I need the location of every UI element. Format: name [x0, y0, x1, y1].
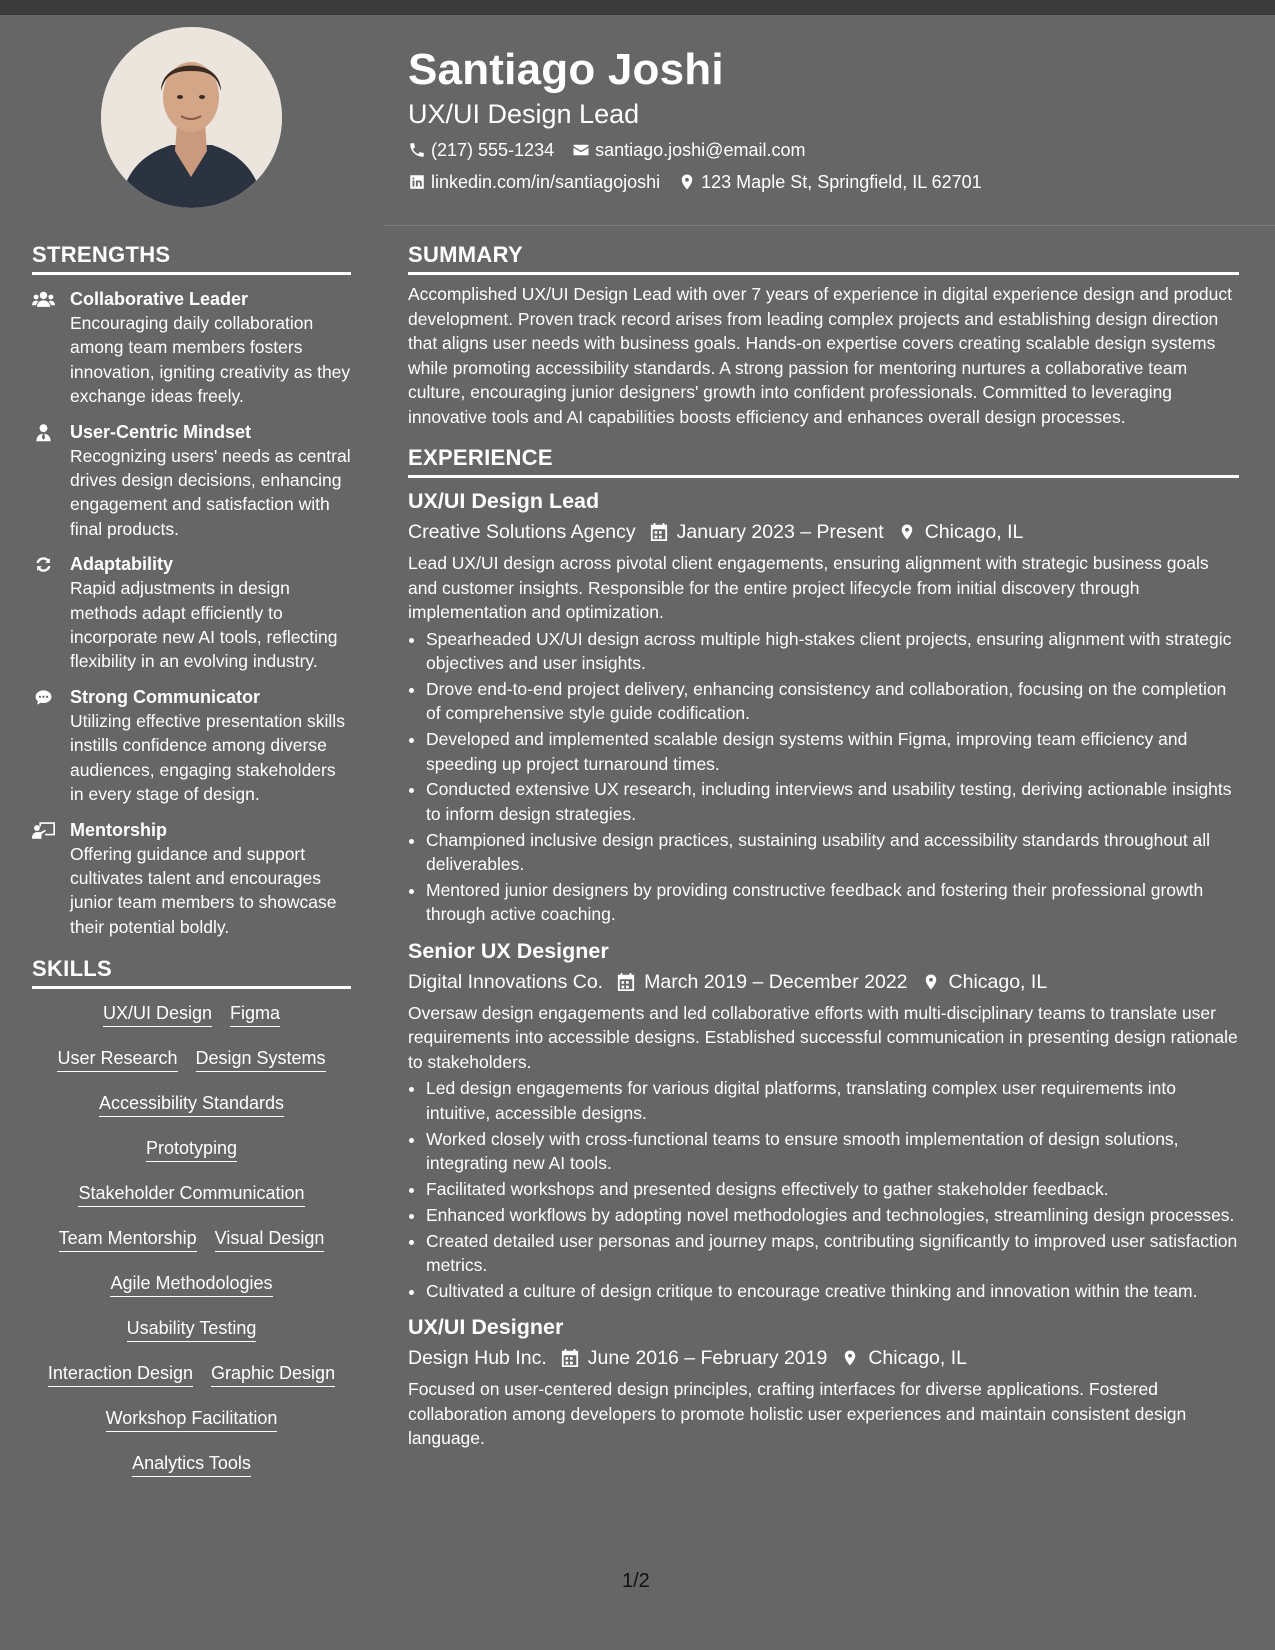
skill-tag: Analytics Tools: [132, 1452, 251, 1477]
job-dates: January 2023 – Present: [676, 521, 884, 543]
skill-row: [32, 1317, 351, 1362]
skill-tag: Figma: [230, 1002, 280, 1027]
strength-item: [32, 287, 351, 409]
phone-number: (217) 555-1234: [431, 140, 555, 160]
job-bullet: • Led design engagements for various digital platforms, translating complex user requirements into intuitive, accessible designs.: [426, 1076, 1239, 1125]
map-marker-icon: [678, 173, 696, 191]
job-bullet: • Enhanced workflows by adopting novel methodologies and technologies, streamlining design processes.: [426, 1203, 1239, 1228]
strength-title: Adaptability: [70, 554, 174, 575]
street-address: 123 Maple St, Springfield, IL 62701: [701, 172, 982, 192]
main-column: [408, 240, 1239, 1451]
skill-tag: Team Mentorship: [59, 1227, 197, 1252]
candidate-title: UX/UI Design Lead: [408, 99, 640, 129]
strength-text: [70, 685, 351, 807]
skill-row: [32, 1182, 351, 1227]
envelope-icon: [572, 141, 590, 159]
job-location: Chicago, IL: [948, 970, 1048, 993]
skill-row: [32, 1452, 351, 1497]
strengths-list: [32, 287, 351, 939]
calendar-icon: [561, 1348, 579, 1368]
job-entry: [408, 487, 1239, 927]
job-meta: [408, 967, 1239, 997]
job-location: Chicago, IL: [924, 521, 1024, 543]
strength-desc: Utilizing effective presentation skills instills confidence among diverse audiences, engaging stakeholders in every stage of design.: [70, 710, 345, 805]
skill-row: [32, 1362, 351, 1407]
strength-item: [32, 420, 351, 542]
strength-desc: Rapid adjustments in design methods adapt efficiently to incorporate new AI tools, reflecting flexibility in an evolving industry.: [70, 578, 338, 672]
job-meta: [408, 1343, 1239, 1373]
strength-text: [70, 818, 351, 940]
job-bullets: [408, 1076, 1239, 1303]
skill-tag: User Research: [57, 1047, 177, 1072]
strength-desc: Recognizing users' needs as central drives design decisions, enhancing engagement and satisfaction with final products.: [70, 445, 351, 539]
job-title: Senior UX Designer: [408, 938, 609, 963]
experience-heading: EXPERIENCE: [408, 443, 1239, 478]
skill-tag: Visual Design: [215, 1227, 325, 1252]
job-meta: [408, 517, 1239, 547]
job-title: UX/UI Design Lead: [408, 489, 600, 513]
map-marker-icon: [898, 522, 916, 542]
job-entry: [408, 1313, 1239, 1451]
job-description: Lead UX/UI design across pivotal client engagements, ensuring alignment with strategic business goals and customer insights. Responsible for the entire project lifecycle from initial discovery through implementation and optimization.: [408, 553, 1209, 622]
job-dates: June 2016 – February 2019: [587, 1347, 828, 1370]
chalkboard-teacher-icon: [32, 818, 70, 940]
skill-row: [32, 1002, 351, 1047]
skill-row: [32, 1047, 351, 1092]
skill-tag: UX/UI Design: [103, 1002, 212, 1027]
linkedin-url[interactable]: linkedin.com/in/santiagojoshi: [431, 172, 661, 192]
skill-row: [32, 1407, 351, 1452]
skill-tag: Graphic Design: [211, 1362, 335, 1387]
linkedin[interactable]: [408, 166, 660, 198]
skill-tag: Accessibility Standards: [99, 1092, 284, 1117]
skill-tag: Usability Testing: [127, 1317, 257, 1342]
job-location: Chicago, IL: [868, 1347, 967, 1370]
job-entry: [408, 937, 1239, 1303]
job-bullet: • Mentored junior designers by providing constructive feedback and fostering their professional growth through active coaching.: [426, 878, 1239, 927]
job-bullet: • Developed and implemented scalable design systems within Figma, improving team efficiency and speeding up project turnaround times.: [426, 727, 1239, 776]
job-bullet: • Cultivated a culture of design critique to encourage creative thinking and innovation within the team.: [426, 1279, 1239, 1304]
strength-text: [70, 552, 351, 674]
strength-title: Mentorship: [70, 819, 167, 840]
phone-icon: [408, 141, 426, 159]
skill-tag: Workshop Facilitation: [106, 1407, 278, 1432]
top-bar: [0, 0, 1275, 15]
summary-text: Accomplished UX/UI Design Lead with over 7 years of experience in digital experience design and product development. Proven track record arises from leading complex projects and establishing design direction that aligns user needs with business goals. Hands-on expertise covers creating scalable design systems while promoting accessibility standards. A strong passion for mentoring nurtures a collaborative team culture, encouraging junior designers' growth into confident professionals. Committed to leveraging innovative tools and AI capabilities boosts efficiency and enhances overall design processes.: [408, 284, 1232, 427]
skill-tag: Agile Methodologies: [110, 1272, 272, 1297]
user-tie-icon: [32, 420, 70, 542]
strength-title: User-Centric Mindset: [70, 421, 252, 442]
skill-tag: Stakeholder Communication: [78, 1182, 304, 1207]
summary-heading: SUMMARY: [408, 240, 1239, 275]
phone: [408, 134, 554, 166]
address: [678, 166, 982, 198]
job-bullet: • Created detailed user personas and journey maps, contributing significantly to improved user satisfaction metrics.: [426, 1229, 1239, 1278]
strength-title: Strong Communicator: [70, 686, 261, 707]
strength-title: Collaborative Leader: [70, 289, 249, 309]
job-bullet: • Spearheaded UX/UI design across multiple high-stakes client projects, ensuring alignment with strategic objectives and user insights.: [426, 627, 1239, 676]
sidebar: [32, 240, 351, 1497]
job-dates: March 2019 – December 2022: [644, 970, 908, 993]
profile-photo: [101, 27, 282, 208]
skill-row: [32, 1272, 351, 1317]
skill-row: [32, 1137, 351, 1182]
skill-tag: Interaction Design: [48, 1362, 193, 1387]
job-bullets: [408, 627, 1239, 927]
map-marker-icon: [922, 972, 940, 992]
strength-desc: Encouraging daily collaboration among team members fosters innovation, igniting creativity as they exchange ideas freely.: [70, 313, 351, 407]
company-name: Design Hub Inc.: [408, 1347, 547, 1370]
strengths-heading: STRENGTHS: [32, 240, 351, 275]
header-divider: [383, 225, 1275, 226]
map-marker-icon: [841, 1348, 859, 1368]
users-icon: [32, 287, 70, 409]
job-bullet: • Facilitated workshops and presented designs effectively to gather stakeholder feedback.: [426, 1177, 1239, 1202]
skill-tag: Design Systems: [196, 1047, 326, 1072]
contact-row-2: [408, 166, 1248, 198]
skill-row: [32, 1227, 351, 1272]
skill-row: [32, 1092, 351, 1137]
resume-header: [408, 42, 1248, 198]
strength-text: [70, 420, 351, 542]
page-number: 1/2: [622, 1570, 650, 1592]
company-name: Creative Solutions Agency: [408, 521, 636, 543]
company-name: Digital Innovations Co.: [408, 970, 604, 993]
contact-row-1: [408, 134, 1248, 166]
calendar-icon: [617, 972, 635, 992]
job-description: Oversaw design engagements and led collaborative efforts with multi-disciplinary teams to translate user requirements into accessible designs. Established successful communication in presenting design rationale to stakeholders.: [408, 1002, 1238, 1072]
calendar-icon: [650, 522, 668, 542]
strength-text: [70, 287, 351, 409]
strength-desc: Offering guidance and support cultivates talent and encourages junior team members to showcase their potential boldly.: [70, 843, 337, 937]
linkedin-icon: [408, 173, 426, 191]
skills-list: [32, 1002, 351, 1497]
sync-icon: [32, 552, 70, 674]
job-title: UX/UI Designer: [408, 1315, 564, 1340]
candidate-name: Santiago Joshi: [408, 45, 724, 94]
skill-tag: Prototyping: [146, 1137, 237, 1162]
job-bullet: • Worked closely with cross-functional teams to ensure smooth implementation of design solutions, integrating new AI tools.: [426, 1127, 1239, 1176]
job-bullet: • Drove end-to-end project delivery, enhancing consistency and collaboration, focusing on the completion of comprehensive style guide codification.: [426, 677, 1239, 726]
skills-heading: SKILLS: [32, 954, 351, 989]
job-description: Focused on user-centered design principles, crafting interfaces for diverse applications. Fostered collaboration among developers to promote holistic user experiences and maintain consistent design language.: [408, 1379, 1187, 1449]
job-bullet: • Championed inclusive design practices, sustaining usability and accessibility standards throughout all deliverables.: [426, 828, 1239, 877]
comment-dots-icon: [32, 685, 70, 807]
experience-list: [408, 487, 1239, 1451]
strength-item: [32, 685, 351, 807]
strength-item: [32, 818, 351, 940]
email[interactable]: [572, 134, 805, 166]
strength-item: [32, 552, 351, 674]
email-address[interactable]: santiago.joshi@email.com: [595, 140, 806, 160]
job-bullet: • Conducted extensive UX research, including interviews and usability testing, deriving actionable insights to inform design strategies.: [426, 777, 1239, 826]
